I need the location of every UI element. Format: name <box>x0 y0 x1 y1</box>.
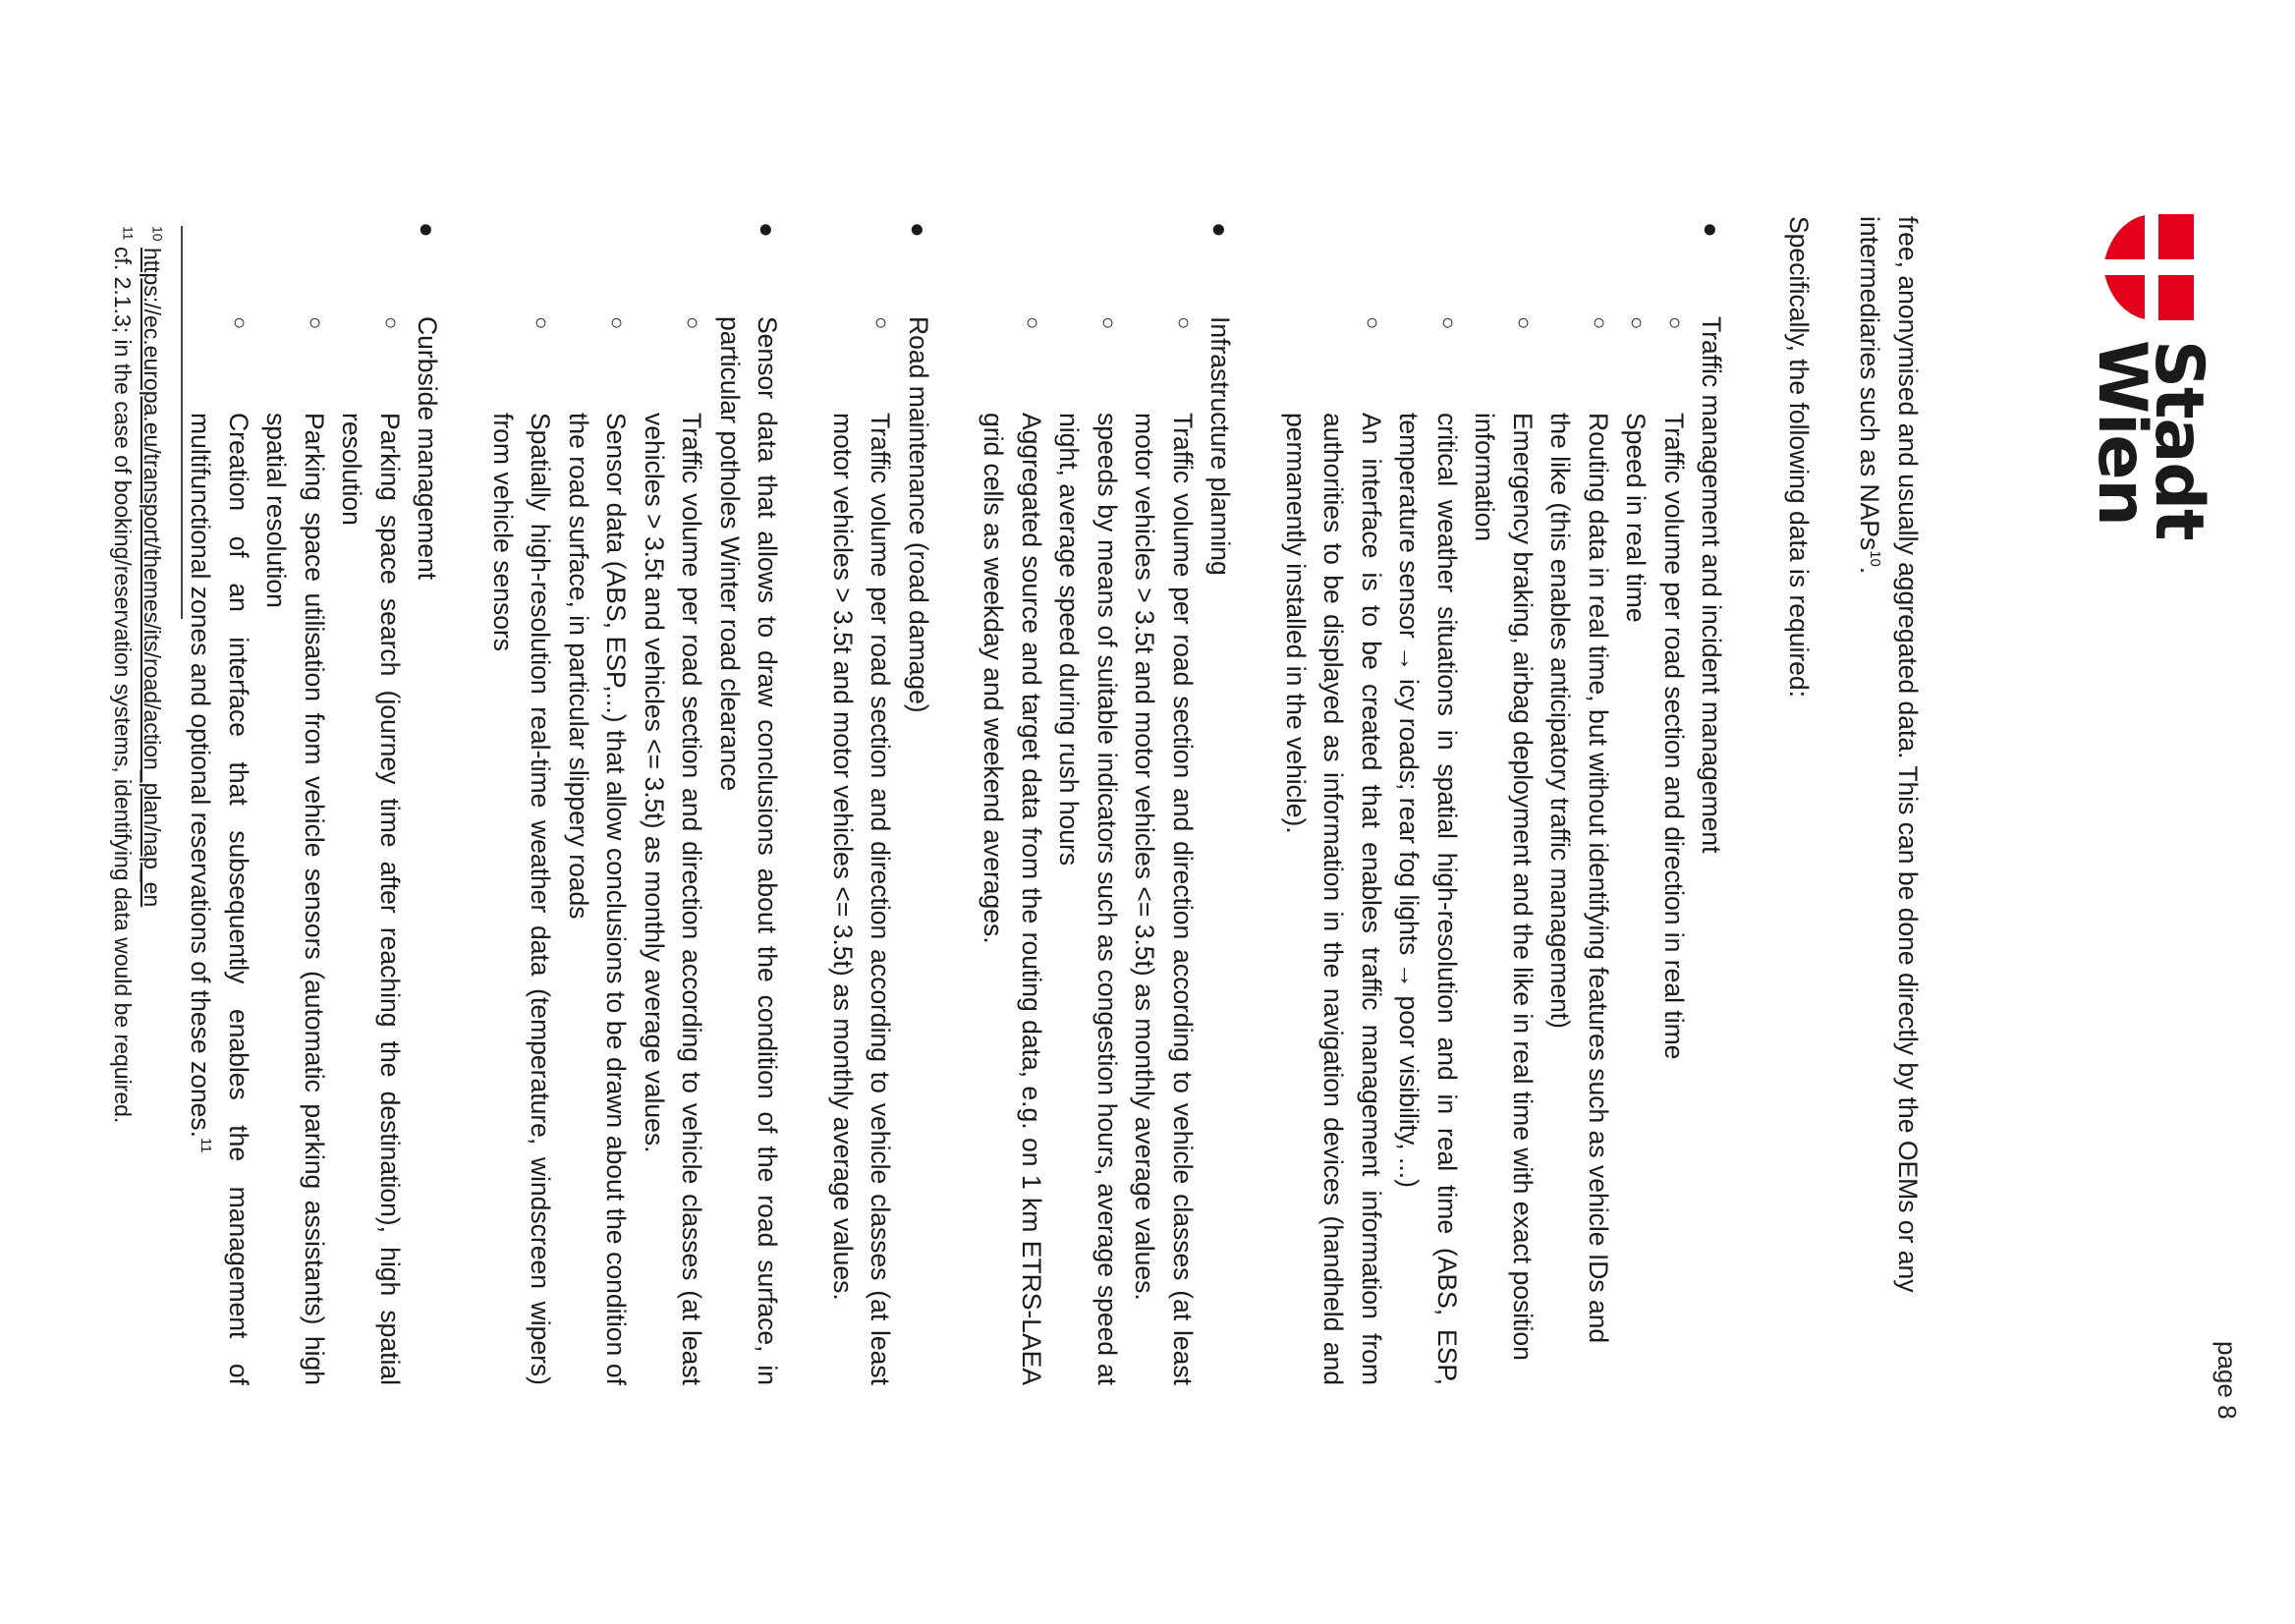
list-item: ○ Routing data in real time, but without identifying features such as vehicle IDs and the like (this enables anticipatory traffic management) <box>1541 316 1617 1385</box>
footnote-10 <box>138 226 167 1405</box>
section-title: Sensor data that allows to draw conclusions about the condition of the road surface, in particular potholes Winter road clearance <box>715 316 783 1385</box>
bullet-circle-icon: ○ <box>304 316 328 330</box>
bullet-circle-icon: ○ <box>1436 316 1461 330</box>
list-item: ○ Traffic volume per road section and direction according to vehicle classes (at least vehicles > 3.5t and vehicles <= 3.5t) as monthly average values. <box>636 316 711 1385</box>
list-item: ○ Creation of an interface that subsequently enables the management of multifunctional zones and optional reservations of these zones.$^{11}$ <box>182 316 257 1385</box>
section-road-maintenance <box>824 216 938 1385</box>
list-item: ○ Aggregated source and target data from the routing data, e.g. on 1 km ETRS-LAEA grid cells as weekday and weekend averages. <box>975 316 1050 1385</box>
bullet-circle-icon: ○ <box>530 316 555 330</box>
list-item: ○ Traffic volume per road section and direction according to vehicle classes (at least motor vehicles > 3.5t and motor vehicles <= 3.5t) as monthly average values. <box>1126 316 1202 1385</box>
page-number: page 8 <box>2212 1341 2242 1420</box>
footnotes <box>108 226 183 1405</box>
bullet-dot-icon: ● <box>753 222 783 238</box>
bullet-circle-icon: ○ <box>1172 316 1197 330</box>
list-item: ○ Emergency braking, airbag deployment and the like in real time with exact position information <box>1466 316 1541 1385</box>
list-item: ○ An interface is to be created that enables traffic management information from authorities to be displayed as information in the navigation devices (handheld and permanently installed in the vehicle). <box>1277 316 1391 1385</box>
section-title: Traffic management and incident management <box>1697 316 1727 854</box>
bullet-circle-icon: ○ <box>228 316 252 330</box>
sub-list <box>1277 316 1694 1385</box>
bullet-dot-icon: ● <box>904 222 933 238</box>
vienna-shield-icon <box>2101 210 2198 324</box>
bullet-circle-icon: ○ <box>1096 316 1121 330</box>
bullet-circle-icon: ○ <box>681 316 706 330</box>
footnote-divider <box>181 226 183 619</box>
bullet-circle-icon: ○ <box>1588 316 1612 330</box>
footnote-ref-10[interactable]: 10 <box>1867 550 1884 567</box>
list-item: ○ speeds by means of suitable indicators such as congestion hours, average speed at night, average speed during rush hours <box>1050 316 1126 1385</box>
intro-text: free, anonymised and usually aggregated data. This can be done directly by the OEMs or any intermediaries such as NAPs <box>1855 216 1923 1293</box>
bullet-circle-icon: ○ <box>1625 316 1651 330</box>
section-title: Infrastructure planning <box>1205 316 1236 576</box>
main-body <box>182 216 1927 1385</box>
list-item: ○ Traffic volume per road section and direction in real time <box>1655 316 1694 1385</box>
stadt-wien-logo <box>2083 210 2217 540</box>
intro-end: . <box>1855 566 1885 575</box>
bullet-circle-icon: ○ <box>605 316 631 330</box>
section-traffic-management <box>1277 216 1731 1385</box>
footnote-link[interactable]: https://ec.europa.eu/transport/themes/its/road/action_plan/nap_en <box>140 247 165 908</box>
bullet-circle-icon: ○ <box>379 316 404 330</box>
list-item: ○ Spatially high-resolution real-time weather data (temperature, windscreen wipers) from vehicle sensors <box>484 316 560 1385</box>
list-item: ○ Parking space utilisation from vehicle sensors (automatic parking assistants) high spatial resolution <box>257 316 333 1385</box>
list-item: ○ critical weather situations in spatial high-resolution and in real time (ABS, ESP, temperature sensor → icy roads; rear fog lights → poor visibility, ...) <box>1390 316 1466 1385</box>
logo-text-line2: Wien <box>2083 340 2160 526</box>
sub-list <box>484 316 711 1385</box>
footnote-number: 10 <box>149 226 166 242</box>
section-curbside-management <box>182 216 447 1385</box>
bullet-circle-icon: ○ <box>1021 316 1045 330</box>
bullet-dot-icon: ● <box>413 222 443 238</box>
list-item: ○ Speed in real time <box>1617 316 1655 1385</box>
section-title: Road maintenance (road damage) <box>904 316 933 713</box>
footnote-number: 11 <box>120 226 137 241</box>
section-title: Curbside management <box>413 316 443 581</box>
list-item: ○ Sensor data (ABS, ESP,...) that allow conclusions to be drawn about the condition of the road surface, in particular slippery roads <box>560 316 636 1385</box>
sub-list <box>182 316 409 1385</box>
list-item: ○ Parking space search (journey time after reaching the destination), high spatial resolution <box>333 316 409 1385</box>
intro-paragraph <box>1851 216 1927 1385</box>
bullet-circle-icon: ○ <box>1512 316 1537 330</box>
section-sensor-data <box>484 216 787 1385</box>
sub-list <box>975 316 1202 1385</box>
logo-text-line1: Stadt <box>2140 340 2217 540</box>
specifically-paragraph: Specifically, the following data is required: <box>1784 216 1814 699</box>
footnote-text: cf. 2.1.3; in the case of booking/reservation systems, identifying data would be required. <box>110 246 136 1124</box>
bullet-circle-icon: ○ <box>869 316 895 330</box>
list-item: ○ Traffic volume per road section and direction according to vehicle classes (at least motor vehicles > 3.5t and motor vehicles <= 3.5t) as monthly average values. <box>824 316 900 1385</box>
footnote-ref-11[interactable]: 11 <box>197 1138 215 1153</box>
bullet-dot-icon: ● <box>1205 222 1236 238</box>
footnote-11 <box>108 226 138 1405</box>
requirements-list <box>182 216 1731 1385</box>
bullet-dot-icon: ● <box>1697 222 1727 238</box>
sub-list <box>824 316 900 1385</box>
bullet-circle-icon: ○ <box>1361 316 1385 330</box>
bullet-circle-icon: ○ <box>1663 316 1688 330</box>
section-infrastructure-planning <box>975 216 1240 1385</box>
